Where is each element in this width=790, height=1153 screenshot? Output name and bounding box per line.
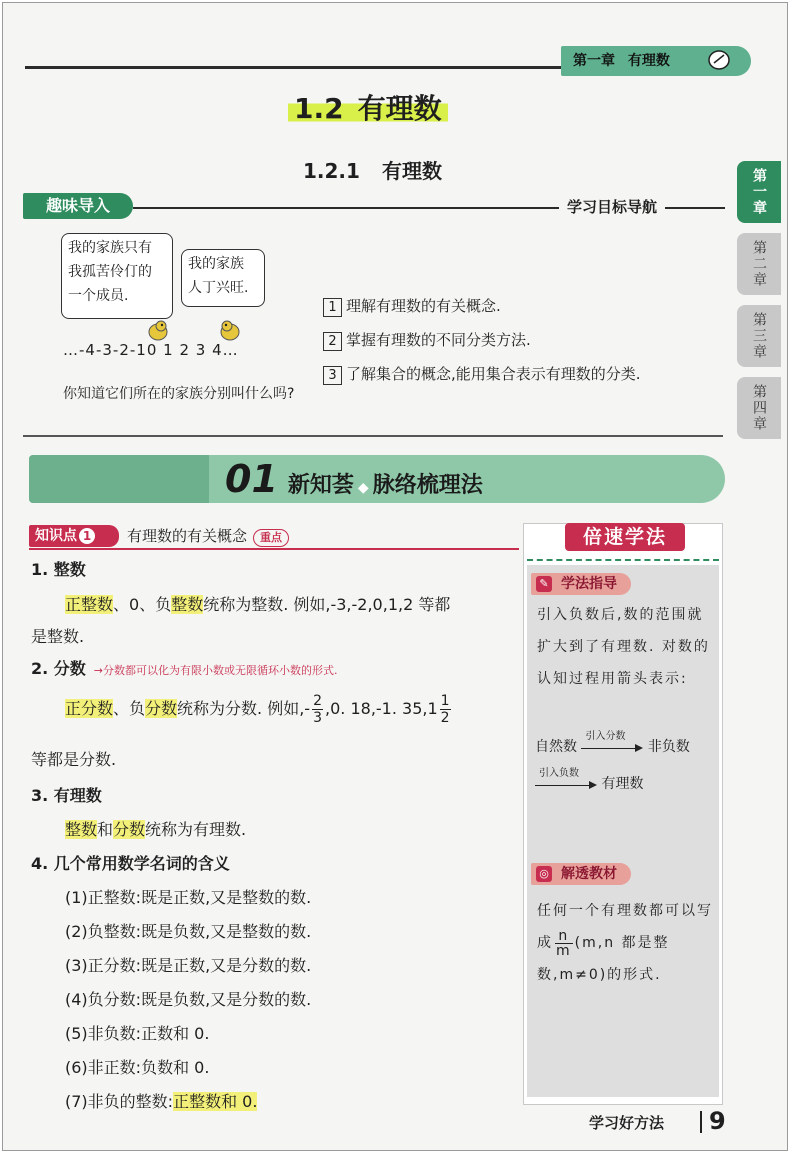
- subsection-title: [303, 155, 442, 184]
- sidebar-title: 倍速学法: [565, 523, 685, 551]
- section-title: [288, 93, 448, 125]
- tab-chapter-4[interactable]: 第四章: [737, 377, 781, 439]
- subsection-number: 1.2.1: [303, 159, 360, 183]
- paragraph-fractions: 正分数、负分数统称为分数. 例如,- $\frac{2}{3}$ ,0. 18,-1. 35,1 $\frac{1}{2}$: [65, 693, 450, 726]
- fraction: $\frac{n}{m}$: [556, 927, 572, 959]
- arrow-icon: 引入分数: [581, 737, 643, 757]
- paragraph-integers-cont: 是整数.: [31, 627, 85, 646]
- tab-chapter-3[interactable]: 第三章: [737, 305, 781, 367]
- banner-part-b: 脉络梳理法: [372, 473, 483, 498]
- speech-bubble-right: [181, 249, 265, 307]
- header-chapter-name: 有理数: [627, 53, 670, 69]
- banner-number: 01: [225, 457, 278, 501]
- heading-fractions: 2. 分数 →分数都可以化为有限小数或无限循环小数的形式.: [31, 659, 338, 678]
- textbook-insight-text: 任何一个有理数都可以写成 $\frac{n}{m}$ (m,n 都是整数,m≠0)的形式.: [537, 903, 713, 983]
- intro-bottom-rule: [23, 435, 723, 437]
- knowledge-point-title: 有理数的有关概念 重点: [127, 525, 289, 547]
- knowledge-point-rule: [29, 548, 519, 550]
- heading-terms: 4. 几个常用数学名词的含义: [31, 854, 230, 873]
- pencil-icon: ✎: [536, 576, 552, 592]
- term-item: (3)正分数:既是正数,又是分数的数.: [65, 956, 312, 975]
- banner-text: 01 新知荟 ◆ 脉络梳理法: [225, 457, 483, 501]
- textbook-insight-tag: 解透教材: [531, 863, 631, 885]
- intro-label: 趣味导入: [23, 193, 133, 219]
- lightbulb-icon: [707, 49, 731, 71]
- arrow-icon: 引入负数: [535, 774, 597, 794]
- tab-chapter-1[interactable]: 第一章: [737, 161, 781, 223]
- goal-item: 1 理解有理数的有关概念.: [323, 289, 641, 323]
- term-item: (1)正整数:既是正数,又是整数的数.: [65, 888, 312, 907]
- knowledge-point-number: 1: [79, 528, 95, 544]
- bubble-right-line: 人丁兴旺.: [188, 280, 249, 296]
- goal-label: 学习目标导航: [559, 196, 665, 217]
- term-item: (4)负分数:既是负数,又是分数的数.: [65, 990, 312, 1009]
- fraction-note: →分数都可以化为有限小数或无限循环小数的形式.: [93, 664, 338, 677]
- bubble-left-line: 一个成员.: [68, 288, 129, 304]
- knowledge-point-label: 知识点 1: [29, 525, 119, 547]
- paragraph-integers: 正整数、0、负整数统称为整数. 例如,-3,-2,0,1,2 等都: [65, 595, 451, 614]
- number-line: …-4-3-2-10 1 2 3 4…: [63, 341, 239, 359]
- term-item: (7)非负的整数:正整数和 0.: [65, 1092, 258, 1111]
- section-number: 1.2: [294, 92, 344, 125]
- tab-chapter-2[interactable]: 第二章: [737, 233, 781, 295]
- header-rule: [25, 66, 635, 69]
- method-guide-text: 引入负数后,数的范围就扩大到了有理数. 对数的认知过程用箭头表示:: [537, 607, 710, 687]
- bubble-left-line: 我孤苦伶仃的: [68, 264, 152, 280]
- bubble-right-line: 我的家族: [188, 256, 244, 272]
- paragraph-rationals: 整数和分数统称为有理数.: [65, 820, 247, 839]
- fraction: $\frac{1}{2}$: [440, 693, 450, 726]
- arrow-row-2: 引入负数 有理数: [535, 773, 643, 794]
- bubble-left-line: 我的家族只有: [68, 240, 152, 256]
- fraction: $\frac{2}{3}$: [313, 693, 323, 726]
- key-point-badge: 重点: [253, 529, 289, 547]
- term-item: (5)非负数:正数和 0.: [65, 1024, 210, 1043]
- banner-accent: [29, 455, 209, 503]
- intro-question: 你知道它们所在的家族分别叫什么吗?: [63, 386, 295, 402]
- page-number: 9: [709, 1107, 726, 1135]
- speech-bubble-left: [61, 233, 173, 319]
- arrow-row-1: 自然数 引入分数 非负数: [535, 731, 690, 755]
- textbook-page: [2, 2, 788, 1151]
- subsection-name: 有理数: [381, 159, 442, 183]
- sidebar-rule: [527, 559, 719, 561]
- paragraph-fractions-cont: 等都是分数.: [31, 750, 117, 769]
- term-item: (6)非正数:负数和 0.: [65, 1058, 210, 1077]
- footer-divider: [700, 1111, 702, 1133]
- header-chapter: 第一章: [573, 53, 615, 69]
- term-item: (2)负整数:既是负数,又是整数的数.: [65, 922, 312, 941]
- heading-rationals: 3. 有理数: [31, 786, 102, 805]
- heading-integers: 1. 整数: [31, 560, 86, 579]
- section-name: 有理数: [357, 92, 442, 125]
- bird-icon: [145, 317, 171, 343]
- target-icon: ◎: [536, 866, 552, 882]
- goal-item: 3 了解集合的概念,能用集合表示有理数的分类.: [323, 357, 641, 391]
- goal-list: [323, 289, 641, 391]
- goal-item: 2 掌握有理数的不同分类方法.: [323, 323, 641, 357]
- bird-icon: [217, 317, 243, 343]
- method-guide-tag: 学法指导: [531, 573, 631, 595]
- footer-slogan: 学习好方法: [589, 1114, 665, 1132]
- banner-part-a: 新知荟: [287, 473, 354, 498]
